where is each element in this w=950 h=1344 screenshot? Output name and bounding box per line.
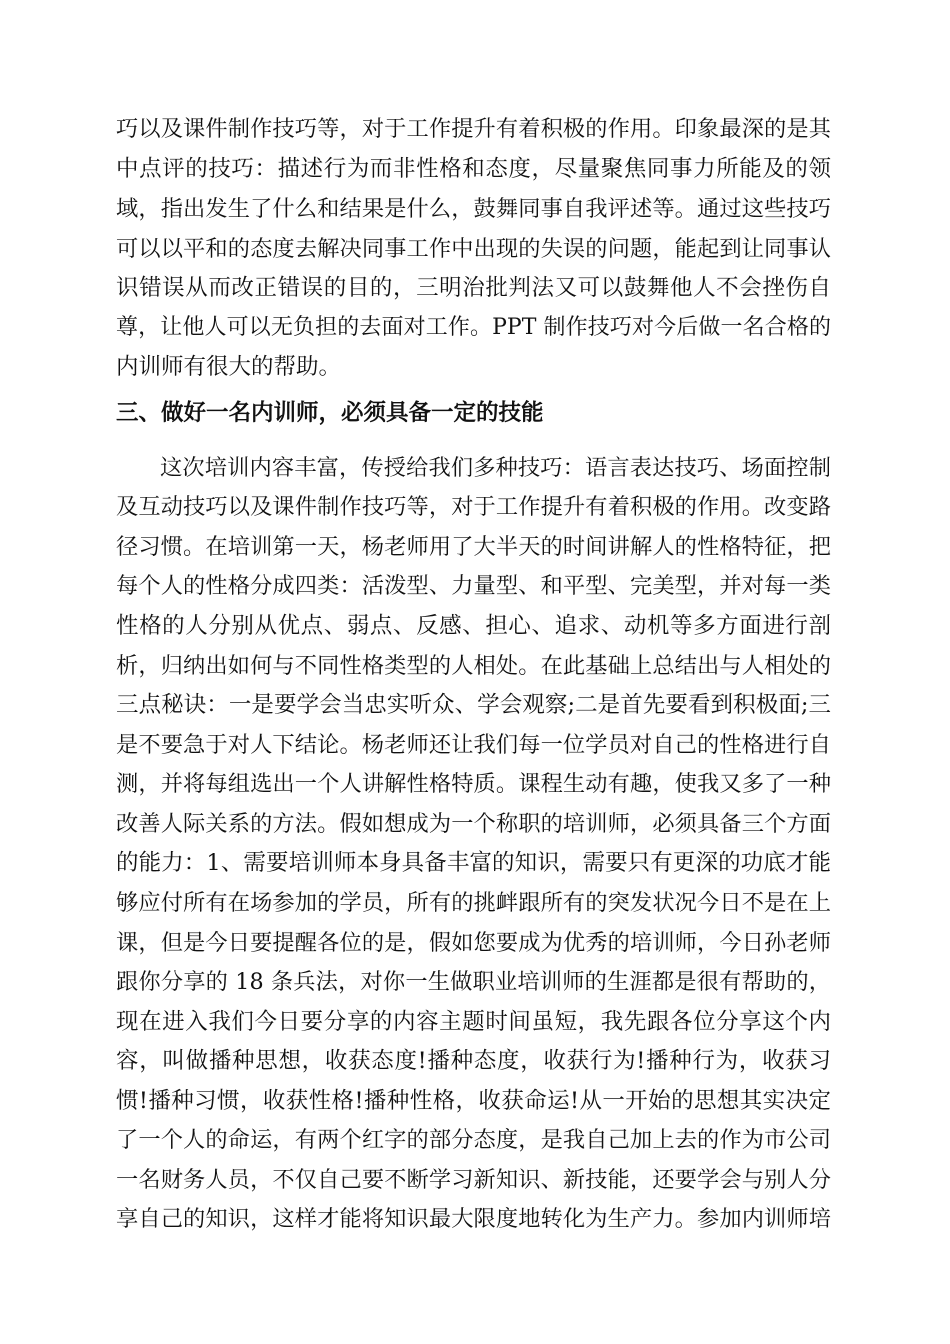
paragraph-1-line-2: 中点评的技巧：描述行为而非性格和态度，尽量聚焦同事力所能及的领 [116,156,831,182]
section-3-line-1: 这次培训内容丰富，传授给我们多种技巧：语言表达技巧、场面控制 [160,455,831,481]
section-3-line-7: 三点秘诀：一是要学会当忠实听众、学会观察;二是首先要看到积极面;三 [116,692,831,718]
section-3-line-3: 径习惯。在培训第一天，杨老师用了大半天的时间讲解人的性格特征，把 [116,534,831,560]
section-3-line-10: 改善人际关系的方法。假如想成为一个称职的培训师，必须具备三个方面 [116,811,831,837]
section-3-line-6: 析，归纳出如何与不同性格类型的人相处。在此基础上总结出与人相处的 [116,653,831,679]
paragraph-1-line-7: 内训师有很大的帮助。 [116,354,342,380]
section-3-line-2: 及互动技巧以及课件制作技巧等，对于工作提升有着积极的作用。改变路 [116,494,831,520]
section-3-line-5: 性格的人分别从优点、弱点、反感、担心、追求、动机等多方面进行剖 [116,613,831,639]
paragraph-1-line-4: 可以以平和的态度去解决同事工作中出现的失误的问题，能起到让同事认 [116,236,831,262]
section-3-line-4: 每个人的性格分成四类：活泼型、力量型、和平型、完美型，并对每一类 [116,573,831,599]
section-3-line-11: 的能力：1、需要培训师本身具备丰富的知识，需要只有更深的功底才能 [116,850,831,876]
paragraph-1-line-6: 尊，让他人可以无负担的去面对工作。PPT 制作技巧对今后做一名合格的 [116,315,831,340]
section-3-line-12: 够应付所有在场参加的学员，所有的挑衅跟所有的突发状况今日不是在上 [116,890,831,916]
section-3-line-9: 测，并将每组选出一个人讲解性格特质。课程生动有趣，使我又多了一种 [116,771,831,797]
paragraph-1-line-5: 识错误从而改正错误的目的，三明治批判法又可以鼓舞他人不会挫伤自 [116,275,831,301]
paragraph-1-line-1: 巧以及课件制作技巧等，对于工作提升有着积极的作用。印象最深的是其 [116,116,831,142]
section-3-line-15: 现在进入我们今日要分享的内容主题时间虽短，我先跟各位分享这个内 [116,1009,831,1035]
section-3-line-14: 跟你分享的 18 条兵法，对你一生做职业培训师的生涯都是很有帮助的， [116,969,831,995]
section-3-line-19: 一名财务人员，不仅自己要不断学习新知识、新技能，还要学会与别人分 [116,1167,831,1193]
paragraph-1-line-3: 域，指出发生了什么和结果是什么，鼓舞同事自我评述等。通过这些技巧 [116,196,831,222]
section-3-line-20: 享自己的知识，这样才能将知识最大限度地转化为生产力。参加内训师培 [116,1206,831,1232]
section-3-line-17: 惯!播种习惯，收获性格!播种性格，收获命运!从一开始的思想其实决定 [116,1088,831,1114]
section-3-line-8: 是不要急于对人下结论。杨老师还让我们每一位学员对自己的性格进行自 [116,732,831,758]
section-3-line-13: 课，但是今日要提醒各位的是，假如您要成为优秀的培训师，今日孙老师 [116,930,831,956]
section-3-line-16: 容，叫做播种思想，收获态度!播种态度，收获行为!播种行为，收获习 [116,1048,831,1074]
section-3-heading: 三、做好一名内训师，必须具备一定的技能 [116,400,544,426]
section-3-line-18: 了一个人的命运，有两个红字的部分态度，是我自己加上去的作为市公司 [116,1127,831,1153]
